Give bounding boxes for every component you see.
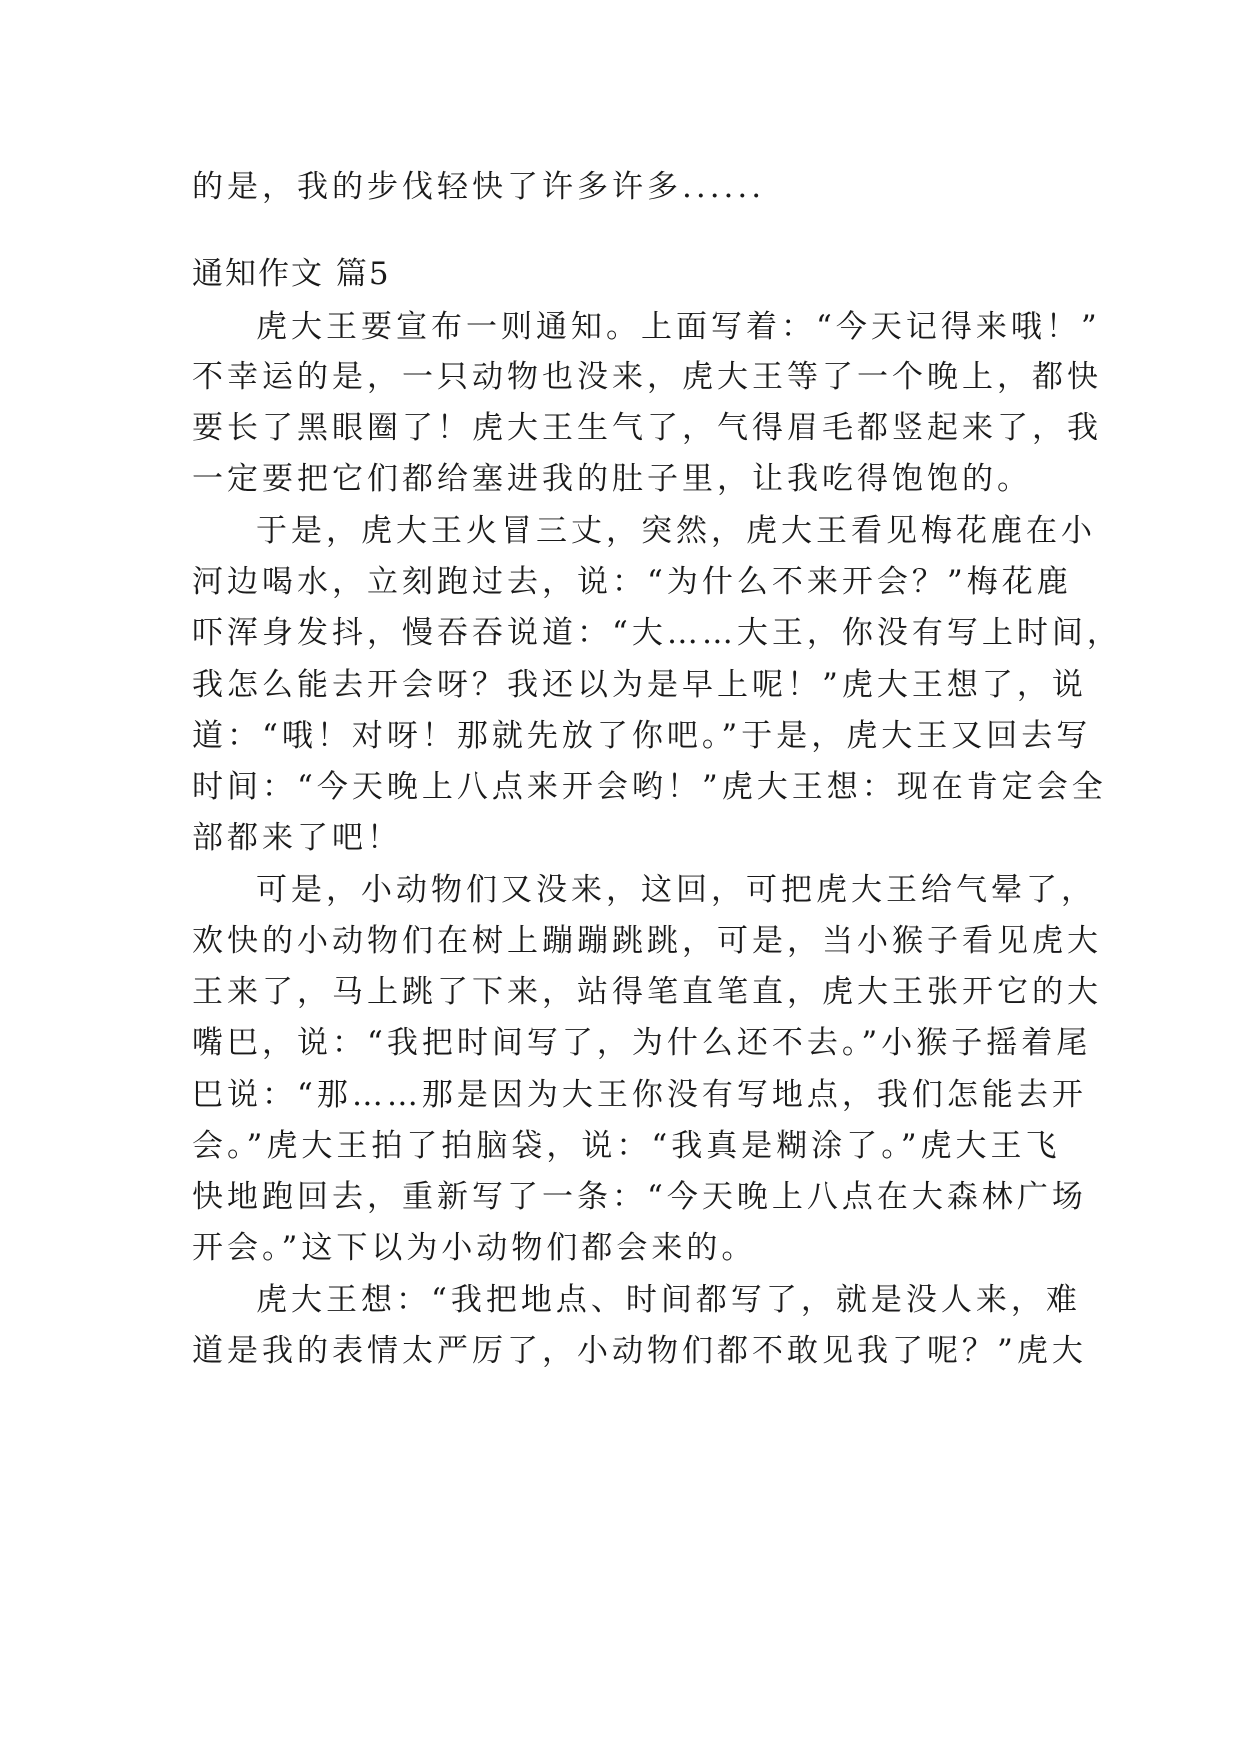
paragraph-line: 道是我的表情太严厉了，小动物们都不敢见我了呢？”虎大	[192, 1333, 1087, 1369]
paragraph-line: 可是，小动物们又没来，这回，可把虎大王给气晕了，	[256, 872, 1096, 908]
paragraph-line: 部都来了吧！	[192, 820, 402, 856]
paragraph-line: 巴说：“那……那是因为大王你没有写地点，我们怎能去开	[192, 1077, 1087, 1113]
text-line: 的是，我的步伐轻快了许多许多......	[192, 169, 766, 205]
section-heading: 通知作文 篇5	[192, 256, 391, 292]
paragraph-line: 一定要把它们都给塞进我的肚子里，让我吃得饱饱的。	[192, 461, 1032, 497]
paragraph-line: 吓浑身发抖，慢吞吞说道：“大……大王，你没有写上时间，	[192, 615, 1122, 651]
paragraph-line: 虎大王想：“我把地点、时间都写了，就是没人来，难	[256, 1282, 1081, 1318]
paragraph-line: 嘴巴，说：“我把时间写了，为什么还不去。”小猴子摇着尾	[192, 1025, 1092, 1061]
paragraph-line: 会。”虎大王拍了拍脑袋，说：“我真是糊涂了。”虎大王飞	[192, 1128, 1061, 1164]
paragraph-line: 于是，虎大王火冒三丈，突然，虎大王看见梅花鹿在小	[256, 513, 1096, 549]
paragraph-line: 欢快的小动物们在树上蹦蹦跳跳，可是，当小猴子看见虎大	[192, 923, 1102, 959]
paragraph-line: 河边喝水，立刻跑过去，说：“为什么不来开会？”梅花鹿	[192, 564, 1072, 600]
paragraph-line: 王来了，马上跳了下来，站得笔直笔直，虎大王张开它的大	[192, 974, 1102, 1010]
paragraph-line: 道：“哦！对呀！那就先放了你吧。”于是，虎大王又回去写	[192, 718, 1092, 754]
paragraph-line: 虎大王要宣布一则通知。上面写着：“今天记得来哦！”	[256, 309, 1101, 345]
paragraph-line: 不幸运的是，一只动物也没来，虎大王等了一个晚上，都快	[192, 359, 1102, 395]
paragraph-line: 快地跑回去，重新写了一条：“今天晚上八点在大森林广场	[192, 1179, 1087, 1215]
paragraph-line: 开会。”这下以为小动物们都会来的。	[192, 1230, 757, 1266]
paragraph-line: 我怎么能去开会呀？我还以为是早上呢！”虎大王想了，说	[192, 667, 1087, 703]
paragraph-line: 时间：“今天晚上八点来开会哟！”虎大王想：现在肯定会全	[192, 769, 1107, 805]
paragraph-line: 要长了黑眼圈了！虎大王生气了，气得眉毛都竖起来了，我	[192, 410, 1102, 446]
